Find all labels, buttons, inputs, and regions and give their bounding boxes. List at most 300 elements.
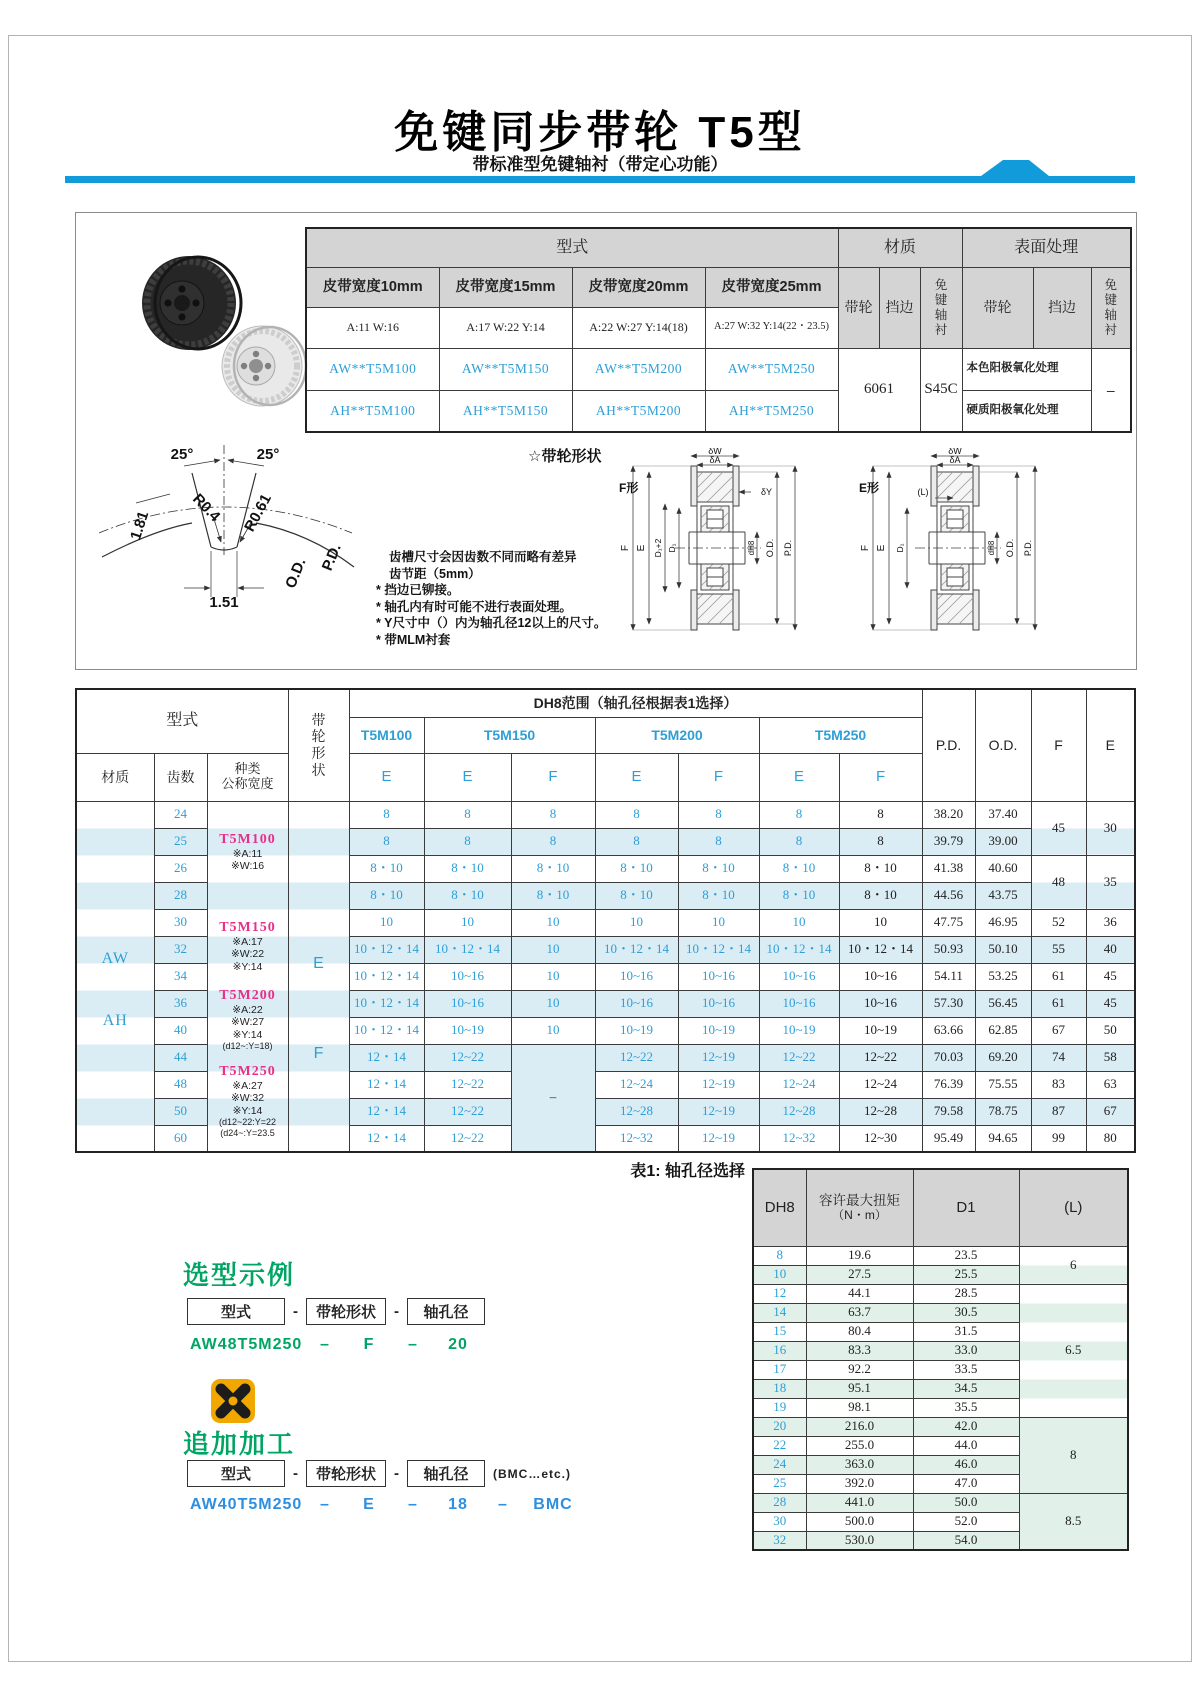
od-cell: 37.40 [975, 801, 1031, 828]
material-flange-header: 挡边 [879, 267, 920, 348]
belt-width-header: 皮带宽度10mm [306, 267, 439, 307]
header-e: E [1086, 689, 1135, 801]
bore-cell: 8・10 [595, 855, 678, 882]
bore-cell: 12~32 [595, 1125, 678, 1152]
kind-block: T5M250 ※A:27 ※W:32 ※Y:14 (d12~22:Y=22 (d24~:Y=23.5 [218, 1063, 277, 1138]
od-cell: 43.75 [975, 882, 1031, 909]
format-box-model: 型式 [187, 1298, 285, 1325]
torque-cell: 216.0 [806, 1417, 913, 1436]
selection-example-value [190, 1336, 480, 1354]
bore-cell: 8・10 [759, 882, 839, 909]
dh8-cell: 15 [753, 1322, 806, 1341]
format-box-model: 型式 [187, 1460, 285, 1487]
f-cell: 55 [1031, 936, 1086, 963]
pd-cell: 79.58 [922, 1098, 975, 1125]
bore-cell: 10~16 [678, 990, 759, 1017]
f-cell: 99 [1031, 1125, 1086, 1152]
surface-flange-header: 挡边 [1033, 267, 1091, 348]
bore-cell: 10 [839, 909, 922, 936]
d1-cell: 34.5 [913, 1379, 1019, 1398]
bore-cell: 12~30 [839, 1125, 922, 1152]
teeth-cell: 60 [154, 1125, 207, 1152]
bore-cell: 10 [511, 909, 595, 936]
od-cell: 69.20 [975, 1044, 1031, 1071]
bore-cell: 10 [759, 909, 839, 936]
format-box-bore: 轴孔径 [407, 1298, 485, 1325]
bore-cell: 8 [839, 828, 922, 855]
type-table [305, 227, 1132, 433]
bore-cell: 12~22 [424, 1044, 511, 1071]
bore-cell: 8・10 [759, 855, 839, 882]
header-model: 型式 [76, 689, 288, 753]
bore-cell: 12・14 [349, 1071, 424, 1098]
bore-cell: 12~32 [759, 1125, 839, 1152]
d1-cell: 33.5 [913, 1360, 1019, 1379]
bore-cell: 12・14 [349, 1098, 424, 1125]
od-cell: 62.85 [975, 1017, 1031, 1044]
l-cell: 8 [1019, 1417, 1128, 1493]
torque-cell: 19.6 [806, 1246, 913, 1265]
dim-da: δA [949, 455, 961, 465]
bore-cell: 10~16 [759, 963, 839, 990]
pd-cell: 38.20 [922, 801, 975, 828]
d1-cell: 54.0 [913, 1531, 1019, 1550]
bore-cell: 10~16 [759, 990, 839, 1017]
header-teeth: 齿数 [154, 753, 207, 801]
f-cell: 52 [1031, 909, 1086, 936]
d1-cell: 52.0 [913, 1512, 1019, 1531]
bore-cell: 8 [759, 828, 839, 855]
kind-block: T5M100 ※A:11 ※W:16 [219, 831, 276, 873]
ef-header: F [839, 753, 922, 801]
bore-cell: 8 [349, 801, 424, 828]
surface-bush-header: 免键轴衬 [1091, 267, 1131, 348]
e-cell: 35 [1086, 855, 1135, 909]
format-box-shape: 带轮形状 [306, 1460, 386, 1487]
torque-cell: 363.0 [806, 1455, 913, 1474]
material-bush-header: 免键轴衬 [920, 267, 962, 348]
bore-cell: 10~16 [595, 990, 678, 1017]
bore-cell: 10~16 [595, 963, 678, 990]
pd-cell: 47.75 [922, 909, 975, 936]
model-aw: AW**T5M250 [705, 348, 838, 390]
spec-table [75, 688, 1136, 1153]
d1-cell: 28.5 [913, 1284, 1019, 1303]
torque-cell: 44.1 [806, 1284, 913, 1303]
bore-cell: 10~16 [678, 963, 759, 990]
torque-cell: 392.0 [806, 1474, 913, 1493]
material-aw: AW [101, 949, 129, 967]
e-cell: 50 [1086, 1017, 1135, 1044]
teeth-cell: 24 [154, 801, 207, 828]
pd-cell: 50.93 [922, 936, 975, 963]
pd-cell: 54.11 [922, 963, 975, 990]
torque-cell: 441.0 [806, 1493, 913, 1512]
header-kind-line1: 种类 [234, 761, 261, 777]
dh8-cell: 30 [753, 1512, 806, 1531]
od-cell: 56.45 [975, 990, 1031, 1017]
e-cell: 36 [1086, 909, 1135, 936]
table1-header-d1: D1 [913, 1169, 1019, 1246]
bore-cell: 10 [511, 936, 595, 963]
e-cell: 45 [1086, 990, 1135, 1017]
teeth-cell: 48 [154, 1071, 207, 1098]
e-cell: 58 [1086, 1044, 1135, 1071]
ef-header: E [759, 753, 839, 801]
dim-d1p2: D₁+2 [653, 538, 663, 558]
shape-e: E [313, 954, 324, 972]
page-subtitle: 带标准型免键轴衬（带定心功能） [472, 155, 728, 174]
belt-dims: A:11 W:16 [306, 307, 439, 348]
angle-right-label: 25° [256, 446, 280, 463]
e-cell: 63 [1086, 1071, 1135, 1098]
model-ah: AH**T5M250 [705, 390, 838, 432]
bore-cell: 8・10 [511, 882, 595, 909]
torque-cell: 83.3 [806, 1341, 913, 1360]
note-line: * 挡边已铆接。 [376, 583, 460, 597]
od-cell: 78.75 [975, 1098, 1031, 1125]
torque-cell: 255.0 [806, 1436, 913, 1455]
torque-cell: 27.5 [806, 1265, 913, 1284]
bore-cell: 10・12・14 [759, 936, 839, 963]
pd-cell: 41.38 [922, 855, 975, 882]
dh8-cell: 12 [753, 1284, 806, 1303]
format-box-bore: 轴孔径 [407, 1460, 485, 1487]
belt-dims: A:27 W:32 Y:14(22・23.5) [705, 307, 838, 348]
bore-cell: 8 [678, 801, 759, 828]
header-pd: P.D. [922, 689, 975, 801]
dim-d1: D₁ [895, 543, 905, 553]
example-model: AW48T5M250 [190, 1336, 303, 1353]
bore-cell: 12~22 [759, 1044, 839, 1071]
ef-header: E [595, 753, 678, 801]
bore-cell: 12~22 [595, 1044, 678, 1071]
tooth-profile-drawing [84, 435, 374, 645]
bore-cell: 8・10 [424, 855, 511, 882]
kind-cell [207, 801, 288, 1152]
torque-cell: 80.4 [806, 1322, 913, 1341]
dh8-cell: 28 [753, 1493, 806, 1512]
title-accent-bar [65, 156, 1135, 184]
bore-cell: 8 [349, 828, 424, 855]
dh8-cell: 10 [753, 1265, 806, 1284]
teeth-cell: 26 [154, 855, 207, 882]
bore-cell: 12~24 [595, 1071, 678, 1098]
bore-cell: 10・12・14 [424, 936, 511, 963]
gap-label: 1.51 [209, 594, 239, 611]
bore-cell: 10 [511, 963, 595, 990]
dh8-cell: 19 [753, 1398, 806, 1417]
bore-cell: 10~19 [424, 1017, 511, 1044]
header-f: F [1031, 689, 1086, 801]
f-cell: 83 [1031, 1071, 1086, 1098]
pd-label: P.D. [318, 541, 345, 574]
bore-cell: 12~28 [839, 1098, 922, 1125]
bore-cell: 10 [595, 909, 678, 936]
d1-cell: 25.5 [913, 1265, 1019, 1284]
format-suffix: (BMC…etc.) [493, 1466, 571, 1481]
shape-f: F [313, 1044, 324, 1062]
pd-cell: 70.03 [922, 1044, 975, 1071]
bore-cell: 10・12・14 [349, 936, 424, 963]
example-sep: – [408, 1336, 418, 1353]
d1-cell: 30.5 [913, 1303, 1019, 1322]
model-ah: AH**T5M100 [306, 390, 439, 432]
teeth-cell: 50 [154, 1098, 207, 1125]
d1-cell: 50.0 [913, 1493, 1019, 1512]
bore-cell: 8・10 [424, 882, 511, 909]
material-pulley-header: 带轮 [838, 267, 879, 348]
torque-cell: 98.1 [806, 1398, 913, 1417]
dim-f: F [860, 544, 871, 552]
bore-cell: 8・10 [349, 855, 424, 882]
l-cell: 6.5 [1019, 1284, 1128, 1417]
example-shape: F [363, 1336, 375, 1353]
dim-dy: δY [761, 487, 773, 497]
od-cell: 39.00 [975, 828, 1031, 855]
bore-cell: 10~16 [839, 990, 922, 1017]
dh8-cell: 20 [753, 1417, 806, 1436]
d1-cell: 31.5 [913, 1322, 1019, 1341]
teeth-cell: 44 [154, 1044, 207, 1071]
bore-cell: 10・12・14 [678, 936, 759, 963]
dim-l: (L) [917, 487, 929, 497]
ef-header: E [424, 753, 511, 801]
pd-cell: 39.79 [922, 828, 975, 855]
pulley-photo-white [222, 326, 306, 406]
bore-cell: 12~22 [424, 1098, 511, 1125]
header-kind [207, 753, 288, 801]
f-cell: 45 [1031, 801, 1086, 855]
bore-selection-table [752, 1168, 1129, 1551]
note-line: 齿槽尺寸会因齿数不同而略有差异 [389, 550, 577, 564]
format-separator: - [394, 1303, 399, 1320]
bore-cell: 12~22 [424, 1125, 511, 1152]
bore-cell: 10 [349, 909, 424, 936]
model-ah: AH**T5M150 [439, 390, 572, 432]
bore-cell: 12・14 [349, 1125, 424, 1152]
bore-cell: 8・10 [511, 855, 595, 882]
example-sep: – [320, 1336, 330, 1353]
e-cell: 45 [1086, 963, 1135, 990]
f-cell: 74 [1031, 1044, 1086, 1071]
angle-left-label: 25° [170, 446, 194, 463]
od-cell: 94.65 [975, 1125, 1031, 1152]
od-cell: 53.25 [975, 963, 1031, 990]
bore-cell: 10~19 [595, 1017, 678, 1044]
dh8-cell: 18 [753, 1379, 806, 1398]
model-aw: AW**T5M150 [439, 348, 572, 390]
d1-cell: 33.0 [913, 1341, 1019, 1360]
l-cell: 6 [1019, 1246, 1128, 1284]
header-shape: 带轮形状 [288, 689, 349, 801]
d1-cell: 42.0 [913, 1417, 1019, 1436]
header-material: 材质 [76, 753, 154, 801]
ef-header: F [511, 753, 595, 801]
model-ah: AH**T5M200 [572, 390, 705, 432]
dim-e: E [636, 544, 647, 552]
material-ah: AH [102, 1011, 128, 1029]
dim-dw: δW [708, 448, 722, 456]
example-bore: 20 [448, 1336, 468, 1353]
series-header: T5M150 [424, 717, 595, 753]
e-cell: 67 [1086, 1098, 1135, 1125]
model-aw: AW**T5M100 [306, 348, 439, 390]
e-cell: 30 [1086, 801, 1135, 855]
torque-cell: 530.0 [806, 1531, 913, 1550]
f-type-drawing [611, 448, 841, 653]
f-cell: 61 [1031, 963, 1086, 990]
f-cell: 48 [1031, 855, 1086, 909]
bore-cell: 8 [759, 801, 839, 828]
belt-dims: A:17 W:22 Y:14 [439, 307, 572, 348]
dim-pd: P.D. [783, 539, 793, 557]
note-line: 齿节距（5mm） [389, 566, 481, 581]
header-kind-line2: 公称宽度 [221, 776, 274, 791]
torque-cell: 500.0 [806, 1512, 913, 1531]
example-sep: – [498, 1496, 508, 1513]
table1-caption: 表1: 轴孔径选择 [630, 1163, 745, 1180]
l-cell: 8.5 [1019, 1493, 1128, 1550]
bore-cell: 8・10 [595, 882, 678, 909]
depth-label: 1.81 [127, 509, 153, 543]
belt-width-header: 皮带宽度25mm [705, 267, 838, 307]
bore-cell: 8・10 [839, 882, 922, 909]
pd-cell: 63.66 [922, 1017, 975, 1044]
model-aw: AW**T5M200 [572, 348, 705, 390]
bore-cell: 10 [678, 909, 759, 936]
od-cell: 75.55 [975, 1071, 1031, 1098]
dim-dw: δW [948, 448, 962, 456]
bore-cell: 10 [511, 1017, 595, 1044]
bore-cell: 10~19 [839, 1017, 922, 1044]
pd-cell: 95.49 [922, 1125, 975, 1152]
selection-example-heading: 选型示例 [183, 1260, 296, 1290]
ef-header: F [678, 753, 759, 801]
dh8-cell: 8 [753, 1246, 806, 1265]
series-header: T5M250 [759, 717, 922, 753]
bore-cell: 10 [511, 990, 595, 1017]
bore-cell: 8 [678, 828, 759, 855]
bore-cell: 12~19 [678, 1098, 759, 1125]
selection-format-row [187, 1298, 485, 1325]
bore-cell: 8・10 [678, 882, 759, 909]
format-separator: - [394, 1465, 399, 1482]
example-option: BMC [533, 1496, 573, 1513]
f-cell: 61 [1031, 990, 1086, 1017]
bore-cell: 12~28 [595, 1098, 678, 1125]
material-bush-value: S45C [920, 348, 962, 432]
shape-cell [288, 801, 349, 1152]
dim-bore: dH8 [747, 540, 756, 556]
page-title: 免键同步带轮 T5型 [394, 108, 806, 157]
f-cell: 67 [1031, 1017, 1086, 1044]
torque-cell: 63.7 [806, 1303, 913, 1322]
dim-od: O.D. [1005, 538, 1015, 558]
e-type-label: E形 [859, 481, 880, 495]
bore-cell: 10~19 [759, 1017, 839, 1044]
example-shape: E [363, 1496, 375, 1513]
format-box-shape: 带轮形状 [306, 1298, 386, 1325]
bore-cell-merged-dash: – [511, 1044, 595, 1152]
header-dh8-range: DH8范围（轴孔径根据表1选择） [349, 689, 922, 717]
series-header: T5M100 [349, 717, 424, 753]
bore-cell: 12~28 [759, 1098, 839, 1125]
table1-header-torque-line1: 容许最大扭矩 [819, 1193, 900, 1209]
od-cell: 46.95 [975, 909, 1031, 936]
table1-header-torque-unit: （N・m） [832, 1207, 887, 1222]
dh8-cell: 32 [753, 1531, 806, 1550]
teeth-cell: 40 [154, 1017, 207, 1044]
d1-cell: 23.5 [913, 1246, 1019, 1265]
example-sep: – [320, 1496, 330, 1513]
bore-cell: 12・14 [349, 1044, 424, 1071]
dh8-cell: 16 [753, 1341, 806, 1360]
shape-section-title: ☆带轮形状 [528, 448, 602, 465]
e-cell: 40 [1086, 936, 1135, 963]
f-type-label: F形 [619, 481, 639, 495]
additional-example-value [190, 1496, 580, 1514]
table1-header-l: (L) [1019, 1169, 1128, 1246]
bore-cell: 10・12・14 [595, 936, 678, 963]
note-line: * Y尺寸中（）内为轴孔径12以上的尺寸。 [376, 616, 607, 630]
od-cell: 40.60 [975, 855, 1031, 882]
format-separator: - [293, 1303, 298, 1320]
f-cell: 87 [1031, 1098, 1086, 1125]
tip-radius-label: R0.61 [241, 491, 275, 535]
table1-header-torque [806, 1169, 913, 1246]
bore-cell: 8・10 [349, 882, 424, 909]
bore-cell: 12~24 [839, 1071, 922, 1098]
bore-cell: 8 [511, 828, 595, 855]
e-cell: 80 [1086, 1125, 1135, 1152]
bore-cell: 10~16 [839, 963, 922, 990]
material-cell [76, 801, 154, 1152]
pd-cell: 57.30 [922, 990, 975, 1017]
surface-pulley-header: 带轮 [962, 267, 1033, 348]
dh8-cell: 24 [753, 1455, 806, 1474]
surface-hard: 硬质阳极氧化处理 [962, 390, 1091, 432]
teeth-cell: 25 [154, 828, 207, 855]
bore-cell: 12~24 [759, 1071, 839, 1098]
dh8-cell: 22 [753, 1436, 806, 1455]
d1-cell: 35.5 [913, 1398, 1019, 1417]
machining-icon [210, 1378, 256, 1424]
dim-e: E [876, 544, 887, 552]
bore-cell: 8・10 [839, 855, 922, 882]
d1-cell: 46.0 [913, 1455, 1019, 1474]
teeth-cell: 36 [154, 990, 207, 1017]
bore-cell: 8・10 [678, 855, 759, 882]
dh8-cell: 17 [753, 1360, 806, 1379]
belt-width-header: 皮带宽度15mm [439, 267, 572, 307]
bore-cell: 10 [424, 909, 511, 936]
bore-cell: 10・12・14 [839, 936, 922, 963]
material-body-value: 6061 [838, 348, 920, 432]
kind-block: T5M200 ※A:22 ※W:27 ※Y:14 (d12~:Y=18) [219, 987, 276, 1052]
note-line: * 轴孔内有时可能不进行表面处理。 [376, 599, 572, 614]
d1-cell: 47.0 [913, 1474, 1019, 1493]
e-type-drawing [851, 448, 1081, 653]
od-cell: 50.10 [975, 936, 1031, 963]
torque-cell: 95.1 [806, 1379, 913, 1398]
table1-header-dh8: DH8 [753, 1169, 806, 1246]
format-separator: - [293, 1465, 298, 1482]
bore-cell: 10~19 [678, 1017, 759, 1044]
bore-cell: 12~22 [839, 1044, 922, 1071]
teeth-cell: 32 [154, 936, 207, 963]
bore-cell: 10・12・14 [349, 963, 424, 990]
